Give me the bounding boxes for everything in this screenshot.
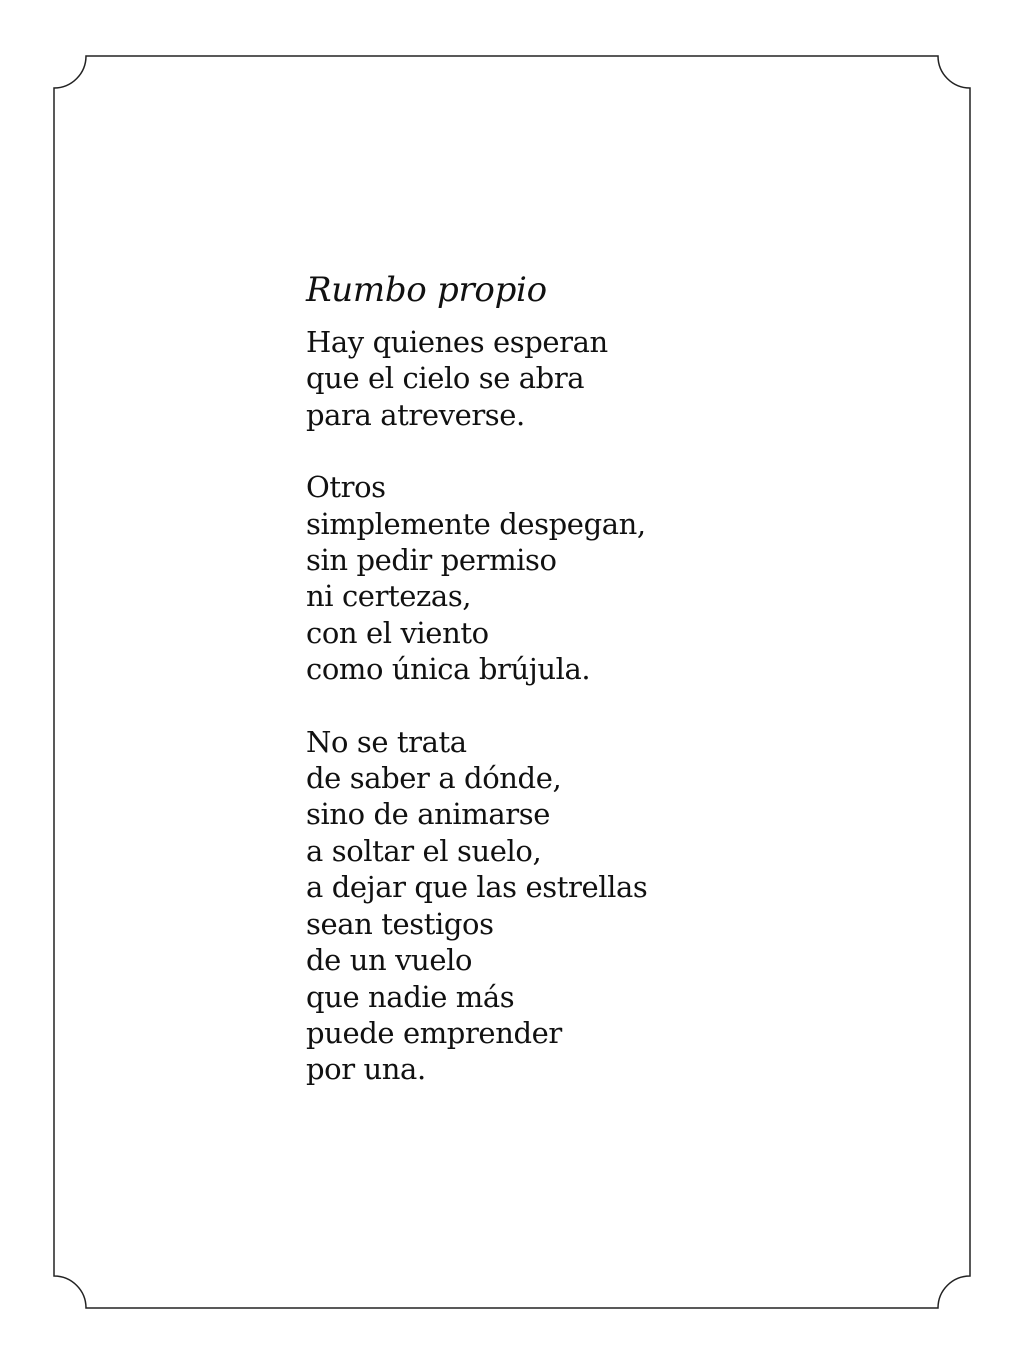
- poem-line: sin pedir permiso: [306, 543, 557, 578]
- poem-line: de saber a dónde,: [306, 761, 562, 796]
- poem-line: para atreverse.: [306, 397, 525, 432]
- poem-line: puede emprender: [306, 1015, 562, 1050]
- poem-title: Rumbo propio: [306, 270, 547, 310]
- stanza-1: [306, 324, 946, 433]
- poem-line: a soltar el suelo,: [306, 833, 542, 868]
- poem-line: con el viento: [306, 615, 489, 650]
- poem-line: simplemente despegan,: [306, 506, 646, 541]
- poem-line: por una.: [306, 1052, 426, 1087]
- poem-line: a dejar que las estrellas: [306, 870, 648, 905]
- poem-line: de un vuelo: [306, 943, 473, 978]
- poem-line: que el cielo se abra: [306, 361, 585, 396]
- poem-line: Hay quienes esperan: [306, 325, 608, 359]
- poem-line: No se trata: [306, 724, 467, 759]
- stanza-2: [306, 469, 946, 687]
- stanza-3: [306, 724, 946, 1088]
- poem-line: ni certezas,: [306, 579, 472, 614]
- poem-line: Otros: [306, 470, 386, 505]
- poem: [306, 268, 946, 1124]
- poem-line: como única brújula.: [306, 652, 591, 687]
- poem-line: sean testigos: [306, 906, 494, 941]
- poem-line: sino de animarse: [306, 797, 550, 832]
- poem-line: que nadie más: [306, 979, 515, 1014]
